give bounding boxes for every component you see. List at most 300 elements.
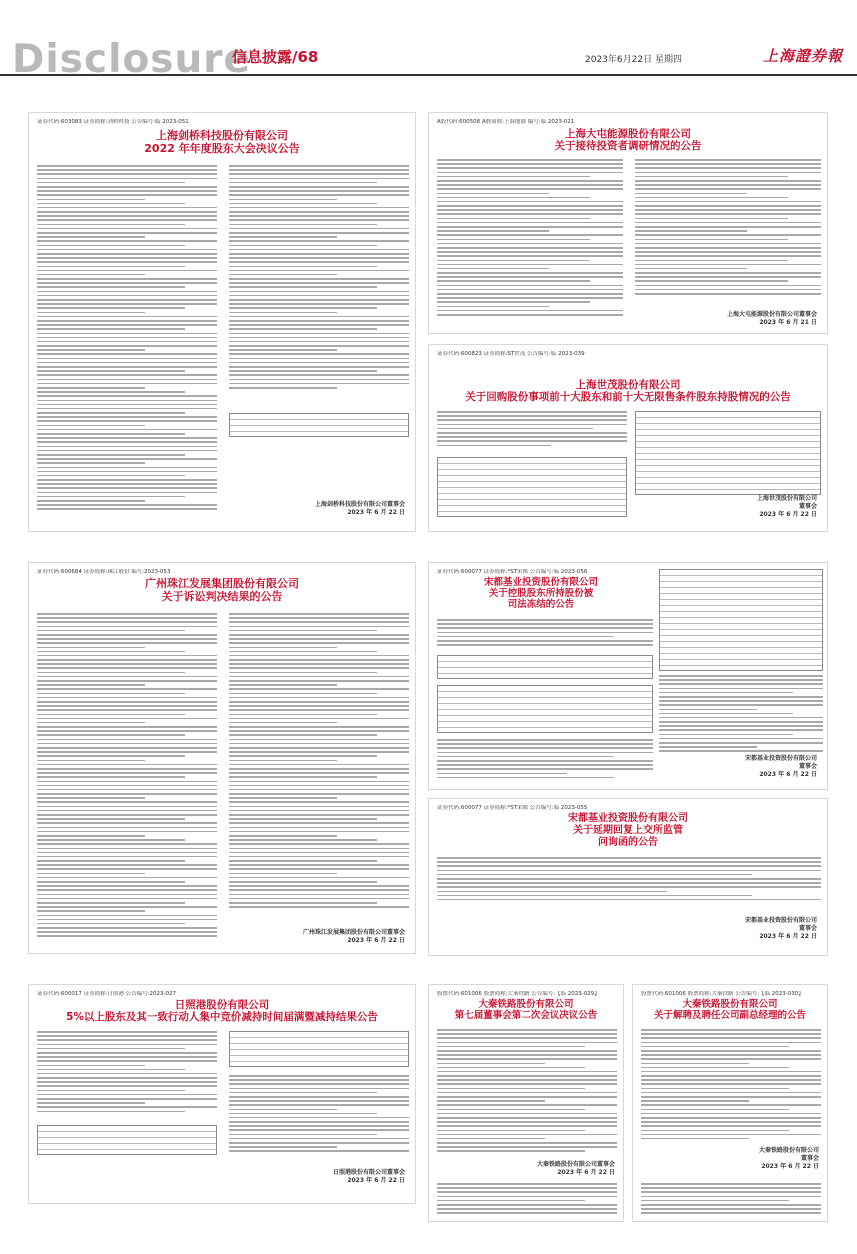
notice-code-line: 股票代码:601006 股票简称:大秦铁路 公告编号:【临 2023-030】 (641, 991, 804, 997)
text-line (229, 680, 409, 682)
text-line (37, 366, 217, 368)
text-line (437, 205, 623, 207)
text-line (437, 1029, 617, 1031)
text-line (229, 1109, 337, 1111)
text-line (635, 197, 788, 199)
text-line (437, 1113, 617, 1115)
text-line (437, 1067, 585, 1069)
text-line (437, 260, 590, 262)
text-line (229, 797, 337, 799)
text-line (437, 1096, 617, 1098)
text-line (659, 742, 823, 744)
text-line (229, 902, 377, 904)
text-line (37, 638, 217, 640)
text-line (37, 1106, 217, 1108)
text-line (229, 734, 377, 736)
text-line (229, 358, 409, 360)
text-line (437, 285, 623, 287)
text-line (635, 213, 821, 215)
text-line (437, 428, 593, 430)
top-ten-unrestricted-table (635, 411, 821, 495)
text-line (437, 891, 667, 893)
text-line (437, 1142, 617, 1144)
text-line (641, 1088, 789, 1090)
text-line (437, 764, 653, 766)
text-line (229, 801, 409, 803)
text-line (437, 1075, 617, 1077)
text-line (641, 1063, 749, 1065)
text-line (437, 226, 623, 228)
text-line (37, 1048, 185, 1050)
text-line (229, 751, 409, 753)
text-line (37, 253, 217, 255)
text-line (635, 222, 821, 224)
notice-shimao (428, 344, 828, 532)
text-line (437, 623, 653, 625)
text-line (37, 245, 185, 247)
text-line (641, 1033, 821, 1035)
text-line (641, 1196, 821, 1198)
text-line (229, 270, 409, 272)
text-line (229, 379, 409, 381)
text-line (229, 676, 409, 678)
text-line (229, 387, 337, 389)
text-line (37, 793, 217, 795)
text-line (641, 1092, 821, 1094)
text-line (437, 176, 590, 178)
text-line (37, 257, 217, 259)
text-line (37, 743, 217, 745)
text-line (437, 239, 590, 241)
text-line (229, 349, 337, 351)
text-line (229, 383, 409, 385)
text-line (37, 450, 217, 452)
notice-title: 宋都基业投资股份有限公司 关于延期回复上交所监管 问询函的公告 (568, 813, 688, 848)
text-line (437, 314, 623, 316)
text-line (641, 1029, 821, 1031)
text-line (37, 768, 217, 770)
text-line (641, 1050, 821, 1052)
text-line (37, 236, 145, 238)
text-line (437, 870, 821, 872)
text-line (437, 213, 623, 215)
text-line (37, 270, 217, 272)
text-line (229, 362, 409, 364)
text-line (229, 295, 409, 297)
text-line (437, 1212, 617, 1214)
text-line (641, 1075, 821, 1077)
text-line (641, 1187, 821, 1189)
table-row (230, 432, 408, 438)
text-line (229, 894, 409, 896)
text-line (229, 705, 409, 707)
text-line (229, 860, 377, 862)
text-line (37, 475, 185, 477)
text-line (229, 240, 409, 242)
text-line (229, 203, 377, 205)
text-line (37, 441, 217, 443)
text-line (635, 201, 821, 203)
text-line (229, 693, 377, 695)
notice-signature: 大秦铁路股份有限公司董事会 2023 年 6 月 22 日 (536, 1161, 615, 1177)
text-line (229, 885, 409, 887)
text-line (229, 906, 409, 908)
text-line (437, 1187, 617, 1189)
text-line (37, 931, 217, 933)
text-line (437, 1204, 617, 1206)
text-line (229, 877, 409, 879)
text-line (229, 219, 409, 221)
text-line (37, 818, 185, 820)
text-line (37, 1060, 217, 1062)
text-line (437, 743, 653, 745)
text-line (229, 1083, 409, 1085)
text-line (437, 1046, 585, 1048)
text-line (437, 895, 752, 897)
text-line (437, 445, 551, 447)
text-line (37, 801, 217, 803)
text-line (437, 297, 623, 299)
text-line (229, 1104, 409, 1106)
text-line (229, 1075, 409, 1077)
text-line (37, 1044, 217, 1046)
text-line (635, 209, 821, 211)
text-line (37, 1111, 185, 1113)
text-line (437, 640, 653, 642)
text-line (437, 1146, 617, 1148)
text-line (229, 755, 377, 757)
text-line (641, 1183, 821, 1185)
text-line (437, 280, 590, 282)
text-line (641, 1191, 821, 1193)
text-line (37, 215, 217, 217)
notice-title: 日照港股份有限公司 5%以上股东及其一致行动人集中竞价减持时间届满暨减持结果公告 (66, 999, 378, 1024)
text-line (37, 831, 217, 833)
text-line (37, 404, 217, 406)
text-line (635, 260, 788, 262)
notice-datun-energy (428, 112, 828, 334)
text-line (37, 755, 185, 757)
notice-resume-text (641, 1183, 821, 1217)
text-line (37, 362, 217, 364)
text-line (437, 773, 567, 775)
notice-title: 广州珠江发展集团股份有限公司 关于诉讼判决结果的公告 (145, 577, 299, 603)
reduction-result-table (37, 1125, 217, 1155)
text-line (437, 1104, 617, 1106)
text-line (37, 408, 217, 410)
text-line (229, 831, 409, 833)
text-line (37, 1102, 145, 1104)
text-line (37, 249, 217, 251)
text-line (659, 717, 823, 719)
text-line (641, 1208, 821, 1210)
text-line (437, 882, 821, 884)
text-line (437, 760, 653, 762)
notice-body-right (659, 675, 823, 755)
text-line (437, 644, 653, 646)
text-line (229, 642, 409, 644)
text-line (437, 739, 653, 741)
text-line (37, 860, 185, 862)
text-line (641, 1042, 821, 1044)
text-line (437, 1100, 545, 1102)
text-line (229, 764, 409, 766)
text-line (229, 1121, 409, 1123)
text-line (229, 253, 409, 255)
text-line (37, 1056, 217, 1058)
notice-signature: 大秦铁路股份有限公司 董事会 2023 年 6 月 22 日 (758, 1147, 819, 1171)
text-line (437, 632, 653, 634)
text-line (37, 433, 185, 435)
text-line (437, 1092, 617, 1094)
text-line (37, 282, 217, 284)
text-line (229, 688, 409, 690)
text-line (635, 243, 821, 245)
text-line (37, 642, 217, 644)
text-line (37, 726, 217, 728)
text-line (229, 714, 377, 716)
text-line (37, 458, 217, 460)
text-line (229, 852, 409, 854)
text-line (37, 471, 217, 473)
text-line (37, 797, 145, 799)
text-line (229, 760, 337, 762)
text-line (37, 852, 217, 854)
text-line (37, 190, 217, 192)
notice-songdu-inquiry (428, 798, 828, 956)
text-line (229, 274, 337, 276)
text-line (437, 857, 821, 859)
text-line (229, 747, 409, 749)
text-line (37, 894, 217, 896)
text-line (37, 827, 217, 829)
text-line (37, 299, 217, 301)
text-line (37, 462, 145, 464)
text-line (437, 1109, 585, 1111)
notice-body-left (37, 613, 217, 943)
text-line (659, 688, 823, 690)
text-line (635, 205, 821, 207)
text-line (37, 1039, 217, 1041)
text-line (437, 301, 590, 303)
notice-body-left (37, 1031, 217, 1119)
text-line (437, 1079, 617, 1081)
text-line (437, 255, 623, 257)
text-line (437, 1121, 617, 1123)
text-line (229, 1125, 409, 1127)
text-line (635, 289, 821, 291)
text-line (37, 1090, 185, 1092)
notice-title: 上海世茂股份有限公司 关于回购股份事项前十大股东和前十大无限售条件股东持股情况的公告 (465, 379, 791, 404)
text-line (37, 663, 217, 665)
text-line (437, 756, 614, 758)
text-line (437, 1058, 617, 1060)
text-line (437, 752, 653, 754)
text-line (37, 224, 185, 226)
text-line (37, 291, 217, 293)
text-line (37, 789, 217, 791)
notice-body-left (437, 619, 653, 649)
text-line (635, 163, 821, 165)
text-line (437, 1037, 617, 1039)
text-line (37, 312, 145, 314)
text-line (37, 898, 217, 900)
text-line (229, 249, 409, 251)
text-line (37, 437, 217, 439)
text-line (37, 881, 185, 883)
text-line (37, 261, 217, 263)
text-line (229, 718, 409, 720)
text-line (641, 1134, 821, 1136)
text-line (437, 197, 590, 199)
text-line (37, 400, 217, 402)
text-line (229, 257, 409, 259)
text-line (37, 693, 185, 695)
notice-body-right (635, 159, 821, 299)
text-line (229, 1079, 409, 1081)
text-line (229, 266, 377, 268)
text-line (229, 211, 409, 213)
text-line (229, 1096, 409, 1098)
text-line (641, 1109, 789, 1111)
text-line (37, 353, 217, 355)
text-line (229, 684, 337, 686)
text-line (437, 1208, 617, 1210)
text-line (229, 190, 409, 192)
text-line (37, 370, 185, 372)
text-line (229, 638, 409, 640)
text-line (37, 211, 217, 213)
text-line (37, 843, 217, 845)
text-line (229, 822, 409, 824)
text-line (229, 818, 377, 820)
text-line (37, 240, 217, 242)
text-line (437, 264, 623, 266)
text-line (437, 436, 627, 438)
text-line (229, 299, 409, 301)
text-line (37, 479, 217, 481)
text-line (437, 878, 821, 880)
holdings-table (229, 1031, 409, 1067)
text-line (229, 726, 409, 728)
text-line (37, 295, 217, 297)
text-line (37, 320, 217, 322)
text-line (437, 172, 623, 174)
text-line (229, 328, 377, 330)
text-line (37, 496, 185, 498)
text-line (37, 680, 217, 682)
text-line (229, 1088, 409, 1090)
text-line (635, 272, 821, 274)
text-line (229, 324, 409, 326)
notice-body-left (437, 411, 627, 451)
text-line (37, 395, 217, 397)
text-line (37, 328, 185, 330)
text-line (229, 659, 409, 661)
text-line (229, 245, 377, 247)
freeze-detail-table (437, 655, 653, 679)
text-line (229, 1100, 409, 1102)
text-line (229, 634, 409, 636)
text-line (229, 881, 377, 883)
text-line (641, 1200, 789, 1202)
text-line (37, 1065, 145, 1067)
notice-code-line: 证券代码:600077 证券简称:*ST宋都 公告编号:临 2023-056 (437, 569, 588, 575)
text-line (37, 868, 217, 870)
notice-signature: 宋都基业投资股份有限公司 董事会 2023 年 6 月 22 日 (744, 917, 817, 941)
text-line (229, 856, 409, 858)
text-line (37, 1077, 217, 1079)
text-line (229, 316, 409, 318)
text-line (229, 667, 409, 669)
text-line (437, 415, 627, 417)
text-line (659, 696, 823, 698)
text-line (229, 810, 409, 812)
text-line (37, 776, 185, 778)
text-line (437, 310, 623, 312)
text-line (437, 899, 821, 901)
text-line (37, 630, 185, 632)
text-line (37, 856, 217, 858)
text-line (37, 1073, 217, 1075)
text-line (37, 383, 217, 385)
text-line (37, 454, 185, 456)
text-line (37, 906, 217, 908)
text-line (659, 750, 823, 752)
text-line (229, 182, 377, 184)
text-line (437, 268, 549, 270)
text-line (37, 429, 217, 431)
text-line (641, 1204, 821, 1206)
text-line (37, 1052, 217, 1054)
text-line (229, 178, 409, 180)
notice-body-left (37, 165, 217, 515)
text-line (37, 379, 217, 381)
issue-date: 2023年6月22日 星期四 (585, 55, 682, 65)
notice-code-line: 证券代码:600823 证券简称:ST世茂 公告编号:临 2023-039 (437, 351, 585, 357)
text-line (437, 619, 653, 621)
text-line (635, 285, 821, 287)
text-line (229, 312, 337, 314)
notice-body (437, 857, 821, 907)
text-line (37, 839, 185, 841)
shareholder-freeze-list (659, 569, 823, 671)
text-line (229, 1138, 409, 1140)
text-line (437, 272, 623, 274)
text-line (229, 207, 409, 209)
top-ten-shareholders-table (437, 457, 627, 517)
text-line (37, 634, 217, 636)
text-line (437, 1130, 585, 1132)
text-line (635, 176, 788, 178)
text-line (437, 167, 623, 169)
text-line (229, 370, 377, 372)
text-line (437, 419, 627, 421)
text-line (659, 709, 757, 711)
text-line (37, 1098, 217, 1100)
text-line (229, 848, 409, 850)
text-line (229, 307, 377, 309)
text-line (37, 785, 217, 787)
text-line (37, 730, 217, 732)
notice-title: 上海剑桥科技股份有限公司 2022 年年度股东大会决议公告 (144, 129, 300, 155)
text-line (229, 169, 409, 171)
text-line (229, 743, 409, 745)
text-line (37, 705, 217, 707)
text-line (37, 806, 217, 808)
text-line (437, 865, 821, 867)
text-line (437, 209, 623, 211)
